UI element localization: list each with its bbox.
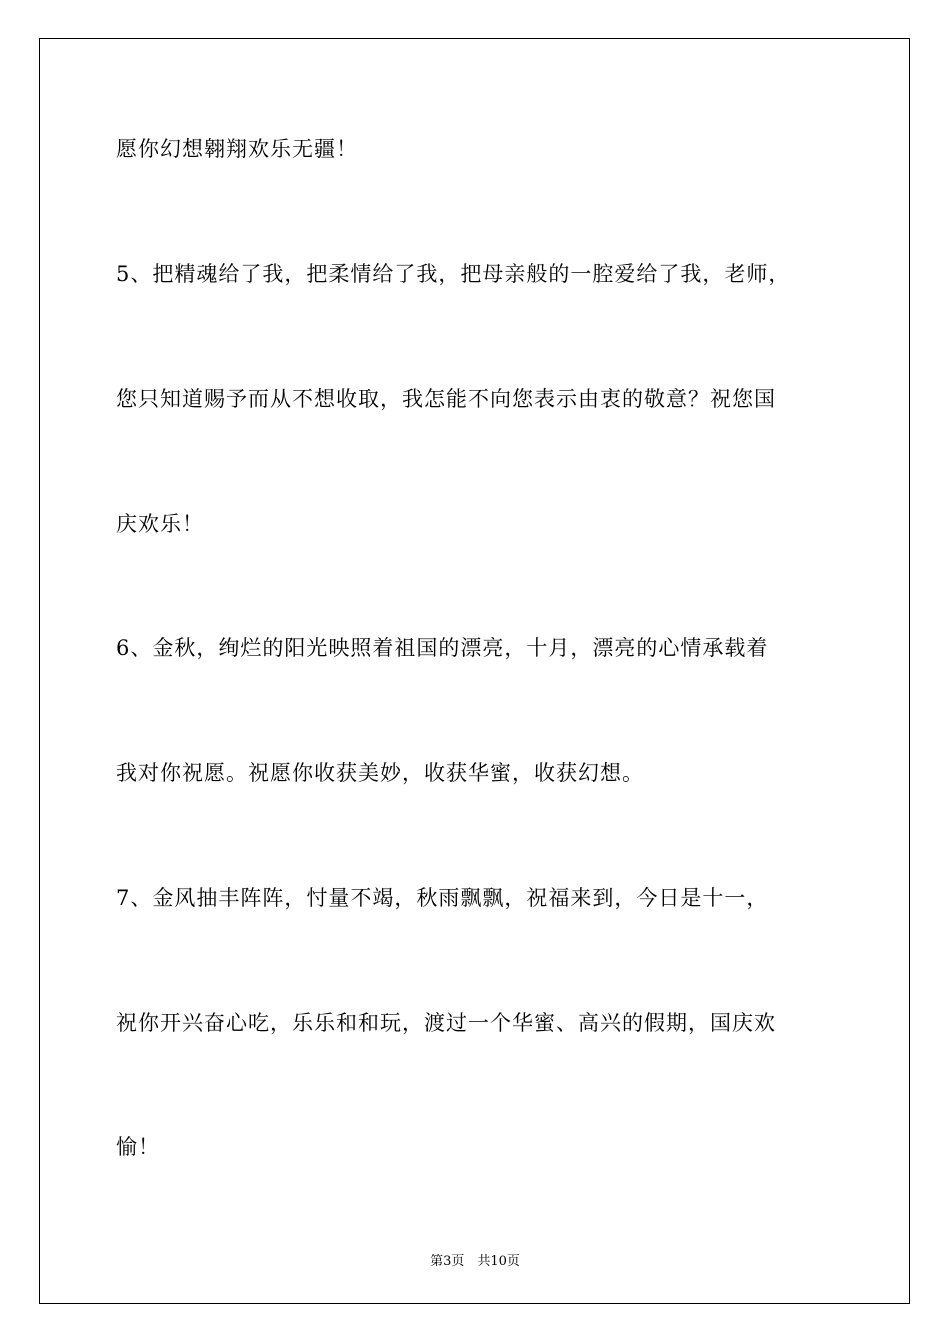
body-line: 5、把精魂给了我，把柔情给了我，把母亲般的一腔爱给了我，老师， bbox=[116, 262, 791, 286]
body-line: 祝你开兴奋心吃，乐乐和和玩，渡过一个华蜜、高兴的假期，国庆欢 bbox=[116, 1011, 776, 1035]
body-line: 7、金风抽丰阵阵，忖量不竭，秋雨飘飘，祝福来到，今日是十一， bbox=[116, 886, 769, 910]
body-line: 您只知道赐予而从不想收取，我怎能不向您表示由衷的敬意？祝您国 bbox=[116, 387, 776, 411]
body-line: 愉！ bbox=[116, 1135, 160, 1159]
body-line: 6、金秋，绚烂的阳光映照着祖国的漂亮，十月，漂亮的心情承载着 bbox=[116, 636, 769, 660]
body-line: 我对你祝愿。祝愿你收获美妙，收获华蜜，收获幻想。 bbox=[116, 761, 644, 785]
body-line: 庆欢乐！ bbox=[116, 512, 204, 536]
page-border bbox=[39, 38, 910, 1304]
page-number-footer: 第3页 共10页 bbox=[430, 1254, 520, 1269]
body-line: 愿你幻想翱翔欢乐无疆！ bbox=[116, 137, 358, 161]
